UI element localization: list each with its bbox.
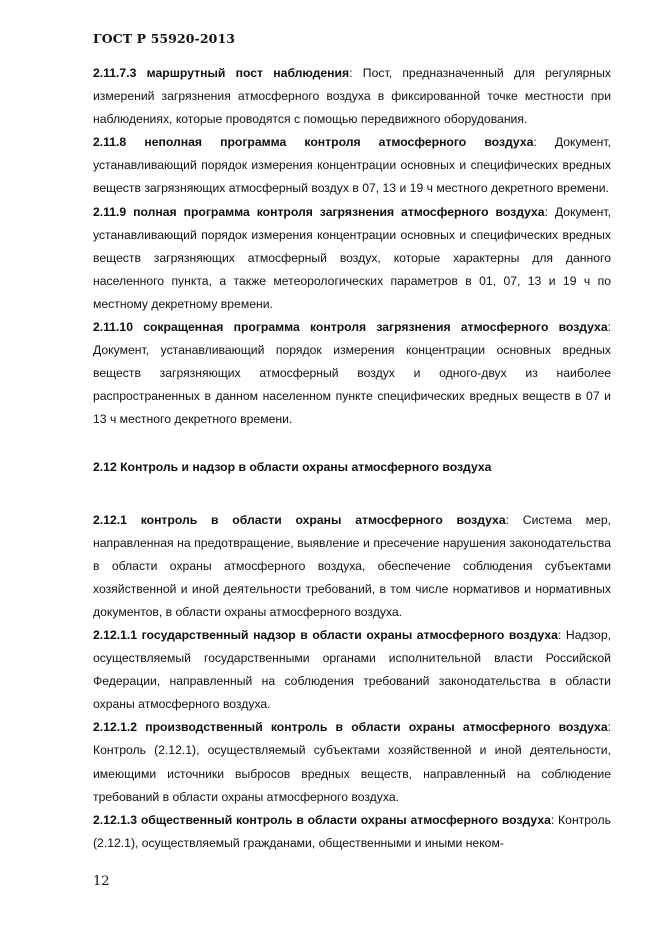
page-number: 12 — [93, 874, 110, 889]
term-entry-2-12-1-3 — [93, 809, 611, 855]
standard-code: ГОСТ Р 55920-2013 — [93, 31, 236, 46]
term-number: 2.12.1.3 — [93, 812, 138, 827]
term-title: контроль в области охраны атмосферного воздуха — [140, 512, 506, 527]
term-entry-2-11-10 — [93, 316, 611, 431]
term-title: полная программа контроля загрязнения атмосферного воздуха — [133, 204, 545, 219]
term-title: общественный контроль в области охраны атмосферного воздуха — [140, 812, 551, 827]
term-title: маршрутный пост наблюдения — [146, 66, 350, 80]
term-definition: : Документ, устанавливающий порядок измерения концентрации основных вредных веществ загрязняющих атмосферный воздух и одного-двух из наиболее распространенных в данном населенном пункте специфических вредных веществ в 07 и 13 ч местного декретного времени. — [93, 320, 612, 427]
section-heading-2-12: 2.12 Контроль и надзор в области охраны атмосферного воздуха — [93, 459, 492, 474]
term-number: 2.12.1.2 — [93, 720, 138, 735]
term-title: неполная программа контроля атмосферного воздуха — [144, 135, 534, 150]
term-entry-2-12-1 — [93, 509, 611, 624]
document-body — [93, 62, 611, 855]
term-title: сокращенная программа контроля загрязнения атмосферного воздуха — [143, 320, 608, 335]
term-definition: : Надзор, осуществляемый государственными органами исполнительной власти Российской Федерации, направленный на соблюдения требований законодательства в области охраны атмосферного воздуха. — [93, 627, 611, 712]
term-number: 2.11.8 — [93, 135, 127, 150]
term-definition: : Контроль (2.12.1), осуществляемый субъектами хозяйственной и иной деятельности, имеющими источники выбросов вредных веществ, направленный на соблюдение требований в области охраны атмосферного воздуха. — [93, 720, 612, 804]
term-entry-2-12-1-1 — [93, 624, 611, 716]
term-title: производственный контроль в области охраны атмосферного воздуха — [145, 720, 608, 735]
term-entry-2-11-8 — [93, 131, 611, 200]
term-definition: : Пост, предназначенный для регулярных измерений загрязнения атмосферного воздуха в фиксированной точке местности при наблюдениях, которые проводятся с помощью передвижного оборудования. — [93, 66, 611, 127]
term-list-2-12 — [93, 509, 611, 855]
term-entry-2-11-9 — [93, 201, 611, 316]
term-list-2-11 — [93, 62, 611, 432]
term-definition: : Система мер, направленная на предотвращение, выявление и пресечение нарушения законодательства в области охраны атмосферного воздуха, обеспечение соблюдения субъектами хозяйственной и иной деятельности требований, в том числе нормативов и нормативных документов, в области охраны атмосферного воздуха. — [93, 512, 611, 619]
term-definition: : Контроль (2.12.1), осуществляемый гражданами, общественными и иными неком- — [93, 812, 612, 850]
term-definition: : Документ, устанавливающий порядок измерения концентрации основных и специфических вредных веществ загрязняющих атмосферный воздух в 07, 13 и 19 ч местного декретного времени. — [93, 135, 611, 196]
term-number: 2.12.1.1 — [93, 627, 138, 642]
term-title: государственный надзор в области охраны атмосферного воздуха — [141, 627, 558, 642]
term-number: 2.11.10 — [93, 320, 133, 335]
term-definition: : Документ, устанавливающий порядок измерения концентрации основных и специфических вредных веществ загрязняющих атмосферный воздух, которые характерны для данного населенного пункта, а также метеорологических параметров в 01, 07, 13 и 19 ч по местному декретному времени. — [93, 204, 611, 311]
term-entry-2-12-1-2 — [93, 716, 611, 808]
term-number: 2.11.7.3 — [93, 66, 137, 80]
term-entry-2-11-7-3 — [93, 62, 611, 131]
term-number: 2.11.9 — [93, 204, 127, 219]
term-number: 2.12.1 — [93, 512, 127, 527]
